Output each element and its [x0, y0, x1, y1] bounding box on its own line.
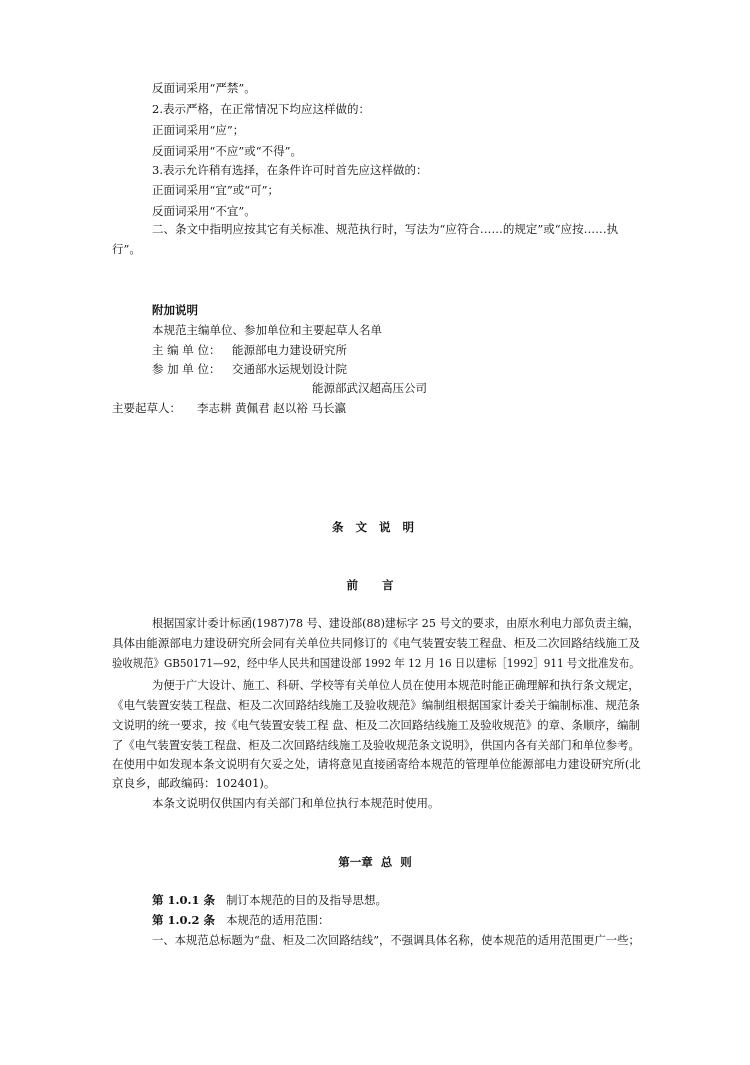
article-text: 制订本规范的目的及指导思想。 [226, 893, 387, 907]
appendix-heading: 附加说明 [152, 303, 198, 317]
join-unit-value: 能源部武汉超高压公司 [312, 381, 427, 395]
paragraph-line: 《电气装置安装工程盘、柜及二次回路结线施工及验收规范》编制组根据国家计委关于编制标准、规范条 [112, 698, 640, 712]
paragraph-line: 在使用中如发现本条文说明有欠妥之处，请将意见直接函寄给本规范的管理单位能源部电力建设研究所(北 [112, 757, 641, 771]
join-unit-label: 参 加 单 位： [152, 362, 221, 376]
drafters-label: 主要起草人： [112, 401, 181, 415]
text-line: 3.表示允许稍有选择，在条件许可时首先应这样做的： [152, 163, 428, 177]
paragraph-line: 具体由能源部电力建设研究所会同有关单位共同修订的《电气装置安装工程盘、柜及二次回路结线施工及 [112, 636, 640, 650]
text-line: 正面词采用“宜”或“可”； [152, 183, 280, 197]
join-unit-value: 交通部水运规划设计院 [232, 362, 347, 376]
drafters-value: 李志耕 黄佩君 赵以裕 马长瀛 [197, 401, 346, 415]
explain-title: 条 文 说 明 [331, 520, 418, 534]
article-body: 一、本规范总标题为“盘、柜及二次回路结线”，不强调具体名称，使本规范的适用范围更广一些； [152, 933, 640, 947]
text-line: 2.表示严格，在正常情况下均应这样做的： [152, 102, 370, 116]
paragraph-line: 文说明的统一要求，按《电气装置安装工程 盘、柜及二次回路结线施工及验收规范》的章、条顺序，编制 [112, 718, 640, 732]
text-line: 正面词采用“应”； [152, 123, 245, 137]
paragraph-line: 京良乡，邮政编码：102401)。 [112, 776, 276, 790]
paragraph-line: 了《电气装置安装工程盘、柜及二次回路结线施工及验收规范条文说明》，供国内各有关部门和单位参考。 [112, 738, 640, 752]
text-line: 反面词采用“不宜”。 [152, 204, 256, 218]
text-line: 行”。 [112, 242, 141, 256]
paragraph-line: 为便于广大设计、施工、科研、学校等有关单位人员在使用本规范时能正确理解和执行条文规定， [152, 678, 640, 692]
text-line: 反面词采用“不应”或“不得”。 [152, 144, 303, 158]
article-text: 本规范的适用范围： [226, 913, 330, 927]
paragraph-line: 本条文说明仅供国内有关部门和单位执行本规范时使用。 [152, 796, 440, 810]
text-line: 反面词采用“严禁”。 [152, 81, 256, 95]
chapter-title: 第一章 总 则 [338, 855, 412, 869]
paragraph-line: 根据国家计委计标函(1987)78 号、建设部(88)建标字 25 号文的要求，由原水利电力部负责主编， [152, 616, 640, 630]
article-number: 第 1.0.1 条 [152, 893, 216, 907]
chief-unit-label: 主 编 单 位： [152, 343, 221, 357]
preface-title: 前 言 [346, 578, 404, 592]
appendix-intro: 本规范主编单位、参加单位和主要起草人名单 [152, 323, 382, 337]
chief-unit-value: 能源部电力建设研究所 [232, 343, 347, 357]
article-number: 第 1.0.2 条 [152, 913, 216, 927]
paragraph-line: 验收规范》GB50171—92，经中华人民共和国建设部 1992 年 12 月 16 日以建标［1992］911 号文批准发布。 [112, 656, 640, 670]
text-line: 二、条文中指明应按其它有关标准、规范执行时，写法为“应符合……的规定”或“应按……执 [152, 222, 619, 236]
